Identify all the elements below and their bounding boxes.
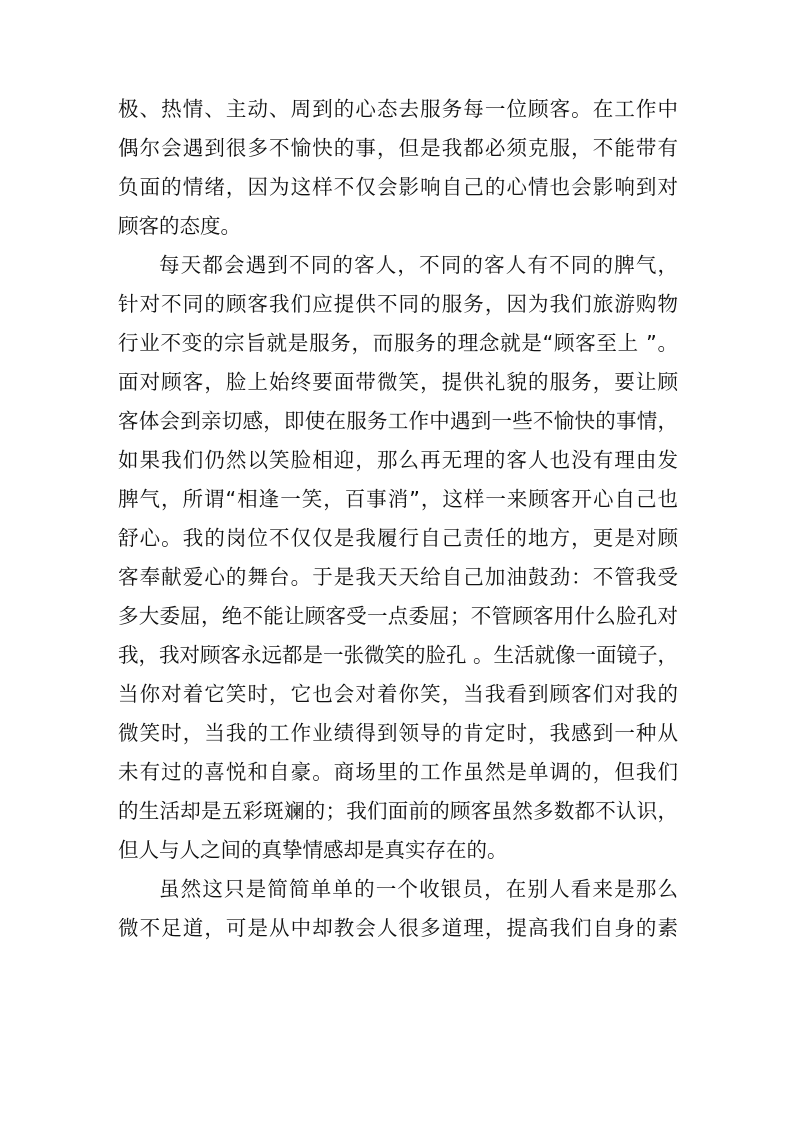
text-line: 脾气，所谓“相逢一笑，百事消”，这样一来顾客开心自己也 — [118, 487, 678, 511]
text-line: 行业不变的宗旨就是服务，而服务的理念就是“顾客至上 ”。 — [118, 331, 678, 355]
text-line: 每天都会遇到不同的客人，不同的客人有不同的脾气， — [159, 253, 678, 277]
text-line: 我，我对顾客永远都是一张微笑的脸孔 。生活就像一面镜子， — [118, 643, 679, 667]
body-text — [118, 90, 678, 948]
text-line: 微不足道，可是从中却教会人很多道理，提高我们自身的素 — [118, 916, 678, 940]
text-line: 微笑时，当我的工作业绩得到领导的肯定时，我感到一种从 — [118, 721, 678, 745]
text-line: 的生活却是五彩斑斓的；我们面前的顾客虽然多数都不认识， — [118, 799, 678, 823]
text-line: 针对不同的顾客我们应提供不同的服务，因为我们旅游购物 — [118, 292, 678, 316]
text-line: 客体会到亲切感，即使在服务工作中遇到一些不愉快的事情， — [118, 409, 678, 433]
text-line: 客奉献爱心的舞台。于是我天天给自己加油鼓劲：不管我受 — [118, 565, 678, 589]
text-line: 但人与人之间的真挚情感却是真实存在的。 — [118, 838, 508, 862]
text-line: 多大委屈，绝不能让顾客受一点委屈；不管顾客用什么脸孔对 — [118, 604, 678, 628]
text-line: 当你对着它笑时，它也会对着你笑，当我看到顾客们对我的 — [118, 682, 678, 706]
text-line: 未有过的喜悦和自豪。商场里的工作虽然是单调的，但我们 — [118, 760, 678, 784]
text-line: 负面的情绪，因为这样不仅会影响自己的心情也会影响到对 — [118, 175, 678, 199]
text-line: 偶尔会遇到很多不愉快的事，但是我都必须克服，不能带有 — [118, 136, 678, 160]
text-line: 虽然这只是简简单单的一个收银员，在别人看来是那么 — [159, 877, 678, 901]
text-line: 极、热情、主动、周到的心态去服务每一位顾客。在工作中 — [118, 97, 678, 121]
text-line: 面对顾客，脸上始终要面带微笑，提供礼貌的服务，要让顾 — [118, 370, 678, 394]
text-line: 顾客的态度。 — [118, 214, 241, 238]
text-line: 舒心。我的岗位不仅仅是我履行自己责任的地方，更是对顾 — [118, 526, 678, 550]
text-line: 如果我们仍然以笑脸相迎，那么再无理的客人也没有理由发 — [118, 448, 678, 472]
